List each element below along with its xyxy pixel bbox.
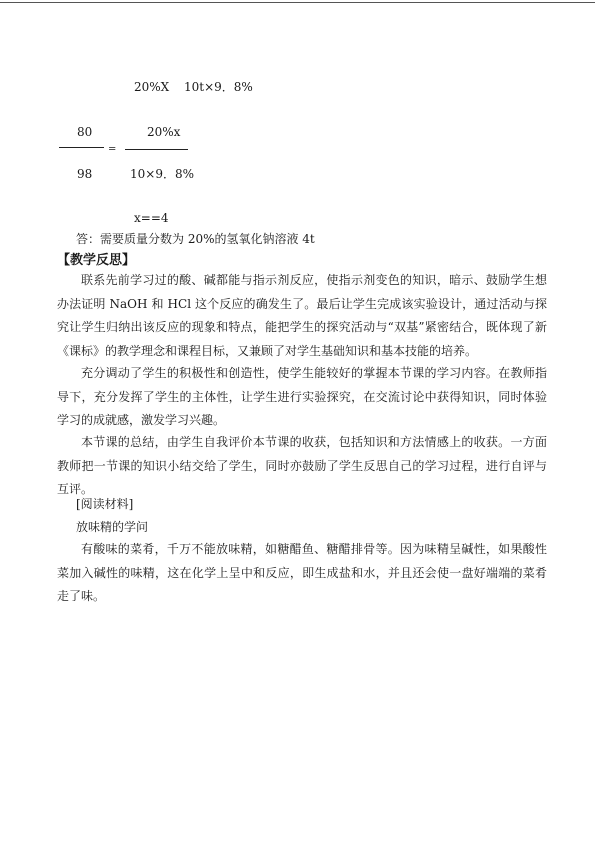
equals-sign: = <box>108 144 117 155</box>
fraction-left-numerator: 80 <box>77 125 93 139</box>
solution-line: x==4 <box>134 211 169 225</box>
fraction-left-bar <box>59 147 104 148</box>
ratio-top-right: 10t×9．8% <box>184 80 253 94</box>
fraction-right-denominator: 10×9．8% <box>130 167 194 181</box>
reflection-paragraph-2: 充分调动了学生的积极性和创造性，使学生能较好的掌握本节课的学习内容。在教师指导下，充分发挥了学生的主体性，让学生进行实验探究，在交流讨论中获得知识，同时体验学习的成就感，激发学习兴趣。 <box>57 366 547 427</box>
fraction-right-bar <box>125 149 188 150</box>
ratio-top-left: 20%X <box>134 80 170 94</box>
reading-title: 放味精的学问 <box>76 520 149 534</box>
answer-line: 答：需要质量分数为 20%的氢氧化钠溶液 4t <box>76 232 315 246</box>
reflection-heading: 【教学反思】 <box>57 253 136 268</box>
reflection-paragraph-1: 联系先前学习过的酸、碱都能与指示剂反应，使指示剂变色的知识，暗示、鼓励学生想办法证明 NaOH 和 HCl 这个反应的确发生了。最后让学生完成该实验设计，通过活动与探究让学生归纳出该反应的现象和特点，能把学生的探究活动与“双基”紧密结合，既体现了新《课标》的教学理念和课程目标，又兼顾了对学生基础知识和基本技能的培养。 <box>57 273 547 358</box>
fraction-right-numerator: 20%x <box>147 125 181 139</box>
reflection-paragraph-3: 本节课的总结，由学生自我评价本节课的收获，包括知识和方法情感上的收获。一方面教师把一节课的知识小结交给了学生，同时亦鼓励了学生反思自己的学习过程，进行自评与互评。 <box>57 435 547 496</box>
page-top-rule <box>0 2 595 3</box>
reading-label: [阅读材料] <box>76 497 134 511</box>
reading-paragraph: 有酸味的菜肴，千万不能放味精，如糖醋鱼、糖醋排骨等。因为味精呈碱性，如果酸性菜加入碱性的味精，这在化学上呈中和反应，即生成盐和水，并且还会使一盘好端端的菜肴走了味。 <box>57 542 547 603</box>
fraction-left-denominator: 98 <box>77 167 93 181</box>
